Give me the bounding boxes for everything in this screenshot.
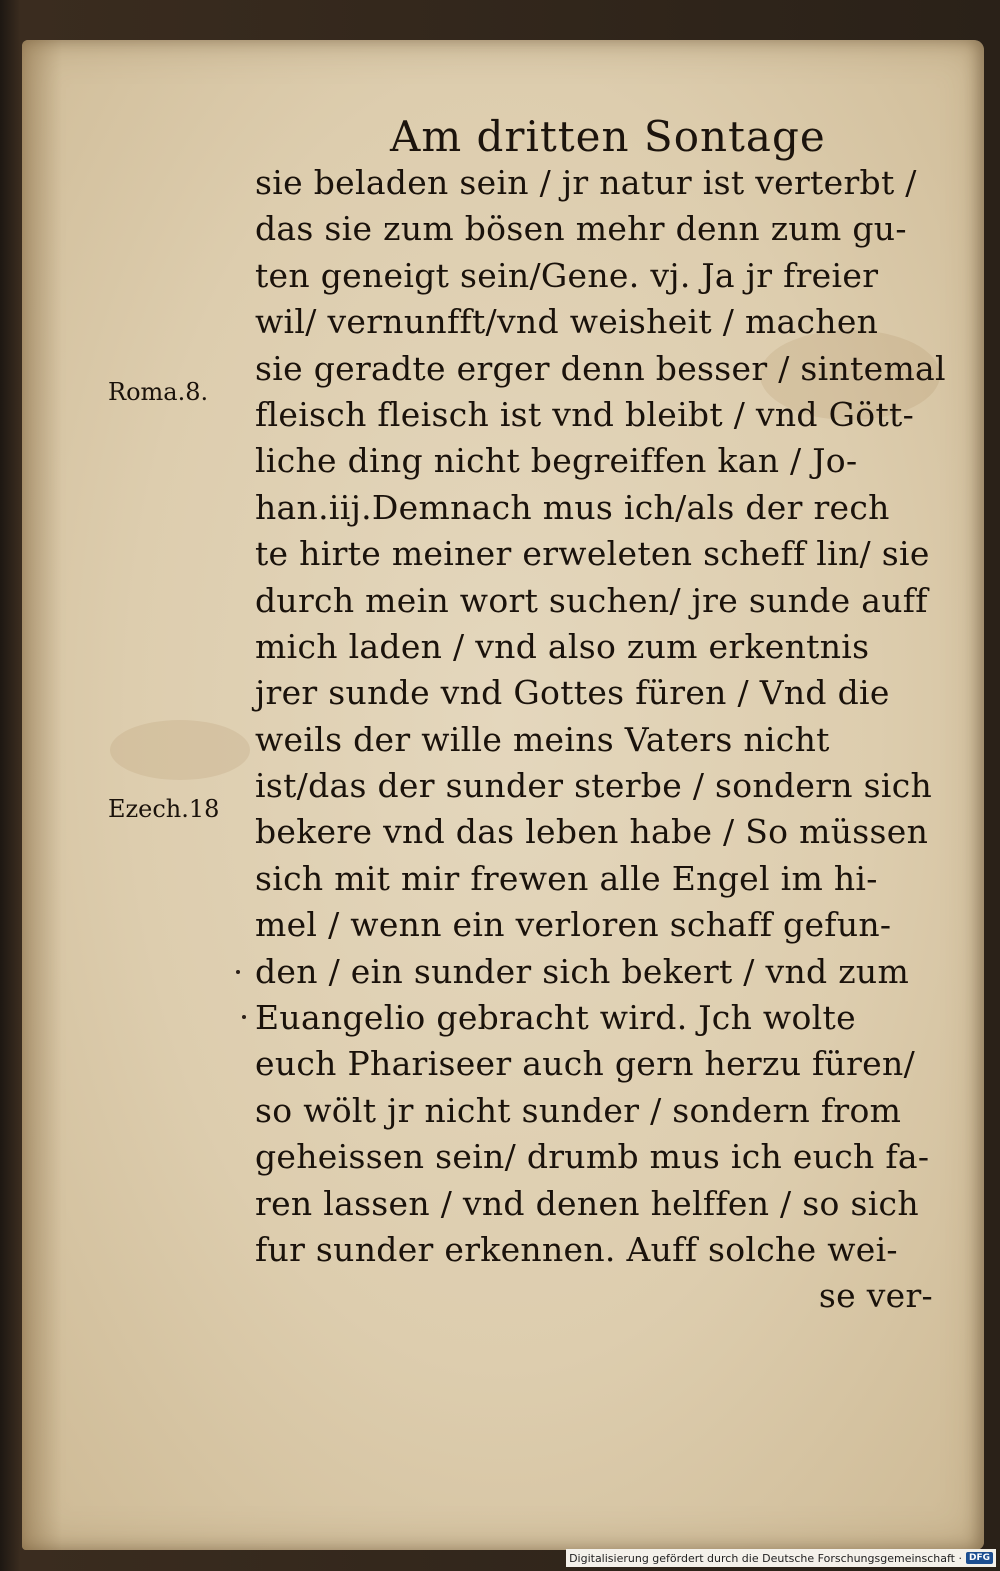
- text-line: ren lassen / vnd denen helffen / so sich: [255, 1183, 919, 1223]
- text-line: bekere vnd das leben habe / So müssen: [255, 812, 929, 852]
- running-head: Am dritten Sontage: [390, 112, 826, 161]
- text-line: te hirte meiner erweleten scheff lin/ sie: [255, 534, 930, 574]
- text-line: den / ein sunder sich bekert / vnd zum: [255, 951, 910, 991]
- text-line: euch Phariseer auch gern herzu füren/: [255, 1044, 915, 1084]
- text-line: sie beladen sein / jr natur ist verterbt /: [255, 163, 917, 202]
- text-line: fur sunder erkennen. Auff solche wei-: [255, 1229, 898, 1269]
- dfg-logo: DFG: [966, 1552, 993, 1564]
- text-line: wil/ vernunfft/vnd weisheit / machen: [255, 302, 879, 342]
- digitization-credit: Digitalisierung gefördert durch die Deutsche Forschungsgemeinschaft ·: [569, 1551, 962, 1565]
- text-line: fleisch fleisch ist vnd bleibt / vnd Gött-: [255, 394, 915, 434]
- text-line: sich mit mir frewen alle Engel im hi-: [255, 858, 878, 898]
- marginal-note-ezech: Ezech.18: [108, 795, 220, 823]
- text-line: mel / wenn ein verloren schaff gefun-: [255, 905, 892, 945]
- text-line: han.iij.Demnach mus ich/als der rech: [255, 487, 890, 527]
- text-line: das sie zum bösen mehr denn zum gu-: [255, 209, 907, 249]
- text-line: ten geneigt sein/Gene. vj. Ja jr freier: [255, 255, 879, 295]
- text-line: jrer sunde vnd Gottes füren / Vnd die: [255, 673, 890, 713]
- digitization-credit-bar: [566, 1549, 996, 1567]
- main-text-block: [255, 160, 945, 1320]
- text-line: mich laden / vnd also zum erkentnis: [255, 626, 870, 666]
- text-line: ist/das der sunder sterbe / sondern sich: [255, 766, 933, 806]
- paper-stain: [110, 720, 250, 780]
- text-line: liche ding nicht begreiffen kan / Jo-: [255, 441, 858, 481]
- ink-dot: [236, 970, 240, 974]
- catchword-line: se ver-: [818, 1276, 933, 1316]
- text-line: geheissen sein/ drumb mus ich euch fa-: [255, 1137, 930, 1177]
- text-line: weils der wille meins Vaters nicht: [255, 719, 830, 759]
- text-line: sie geradte erger denn besser / sintemal: [255, 348, 946, 388]
- text-line: Euangelio gebracht wird. Jch wolte: [255, 998, 856, 1038]
- text-line: durch mein wort suchen/ jre sunde auff: [255, 580, 928, 620]
- text-line: so wölt jr nicht sunder / sondern from: [255, 1090, 902, 1130]
- page-edge-shadow: [22, 40, 62, 1550]
- marginal-note-roma: Roma.8.: [108, 378, 209, 406]
- ink-dot: [242, 1015, 246, 1019]
